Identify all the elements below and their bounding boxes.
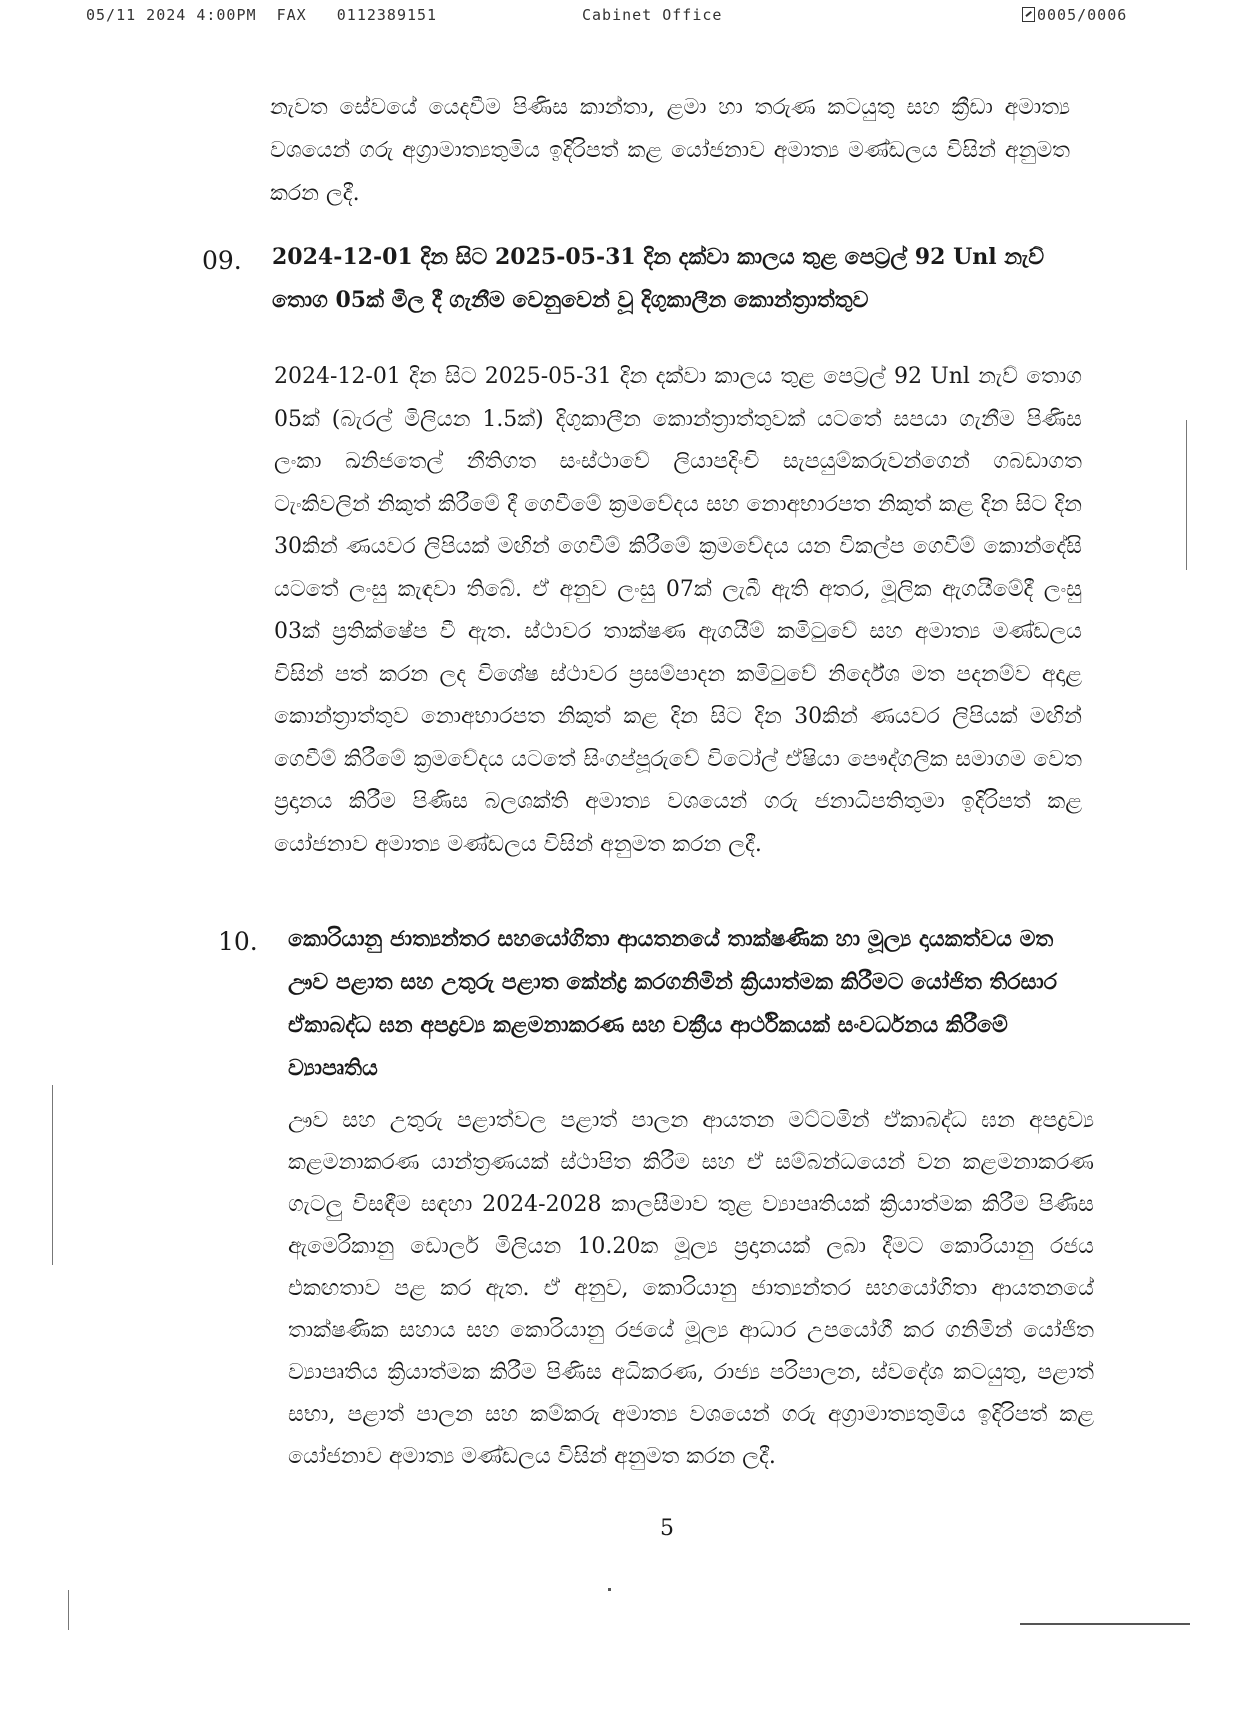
item-number-09: 09. <box>202 246 242 275</box>
fax-number: 0112389151 <box>336 6 438 24</box>
fax-header-left <box>86 6 437 24</box>
fax-sender: Cabinet Office <box>582 6 723 24</box>
fax-page-counter-wrap <box>1022 6 1127 24</box>
scan-speck <box>608 1588 611 1591</box>
scan-bottom-rule <box>1020 1623 1190 1625</box>
page-edit-icon <box>1022 7 1035 22</box>
page-number: 5 <box>660 1516 674 1541</box>
scan-margin-line-left <box>52 1085 53 1265</box>
fax-header <box>0 6 1244 28</box>
fax-datetime: 05/11 2024 4:00PM <box>86 6 257 24</box>
fax-page-counter: 0005/0006 <box>1037 6 1128 24</box>
scan-margin-line-left-lower <box>68 1590 69 1630</box>
item-body-09: 2024-12-01 දින සිට 2025-05-31 දින දක්වා කාලය තුළ පෙට්‍රල් 92 Unl නැව් තොග 05ක් (බැරල් මිලියන 1.5ක්) දිගුකාලීන කොන්ත්‍රාත්තුවක් යටතේ සපයා ගැනීම පිණිස ලංකා ඛනිජතෙල් නීතිගත සංස්ථාවේ ලියාපදිංචි සැපයුම්කරුවන්ගෙන් ගබඩාගත ටැංකිවලින් නිකුත් කිරීමේ දී ගෙවීමේ ක්‍රමවේදය සහ නොඅභාරපත නිකුත් කළ දින සිට දින 30කින් ණයවර ලිපියක් මඟින් ගෙවීම් කිරීමේ ක්‍රමවේදය යන විකල්ප ගෙවීම් කොන්දේසි යටතේ ලංසු කැඳවා තිබේ. ඒ අනුව ලංසු 07ක් ලැබී ඇති අතර, මූලික ඇගයීමේදී ලංසු 03ක් ප්‍රතික්ෂේප වී ඇත. ස්ථාවර තාක්ෂණ ඇගයීම් කමිටුවේ සහ අමාත්‍ය මණ්ඩලය විසින් පත් කරන ලද විශේෂ ස්ථාවර ප්‍රසම්පාදන කමිටුවේ නිර්දේශ මත පදනම්ව අදාළ කොන්ත්‍රාත්තුව නොඅභාරපත නිකුත් කළ දින සිට දින 30කින් ණයවර ලිපියක් මඟින් ගෙවීම් කිරීමේ ක්‍රමවේදය යටතේ සිංගප්පූරුවේ විටෝල් ඒෂියා පෞද්ගලික සමාගම වෙත ප්‍රදානය කිරීම පිණිස බලශක්ති අමාත්‍ය වශයෙන් ගරු ජනාධිපතිතුමා ඉදිරිපත් කළ යෝජනාව අමාත්‍ය මණ්ඩලය විසින් අනුමත කරන ලදී. <box>274 364 1082 857</box>
fax-label: FAX <box>276 6 307 24</box>
scan-margin-line-right <box>1186 420 1187 570</box>
item-number-10: 10. <box>218 927 258 956</box>
item-body-10: ඌව සහ උතුරු පළාත්වල පළාත් පාලන ආයතන මට්ටමින් ඒකාබද්ධ ඝන අපද්‍රව්‍ය කළමනාකරණ යාන්ත්‍රණයක් ස්ථාපිත කිරීම සහ ඒ සම්බන්ධයෙන් වන කළමනාකරණ ගැටලු විසඳීම සඳහා 2024-2028 කාලසීමාව තුළ ව්‍යාපෘතියක් ක්‍රියාත්මක කිරීම පිණිස ඇමෙරිකානු ඩොලර් මිලියන 10.20ක මූල්‍ය ප්‍රදානයක් ලබා දීමට කොරියානු රජය එකඟතාව පළ කර ඇත. ඒ අනුව, කොරියානු ජාත්‍යන්තර සහයෝගිතා ආයතනයේ තාක්ෂණික සහාය සහ කොරියානු රජයේ මූල්‍ය ආධාර උපයෝගී කර ගනිමින් යෝජිත ව්‍යාපෘතිය ක්‍රියාත්මක කිරීම පිණිස අධිකරණ, රාජ්‍ය පරිපාලන, ස්වදේශ කටයුතු, පළාත් සභා, පළාත් පාලන සහ කම්කරු අමාත්‍ය වශයෙන් ගරු අග්‍රාමාත්‍යතුමිය ඉදිරිපත් කළ යෝජනාව අමාත්‍ය මණ්ඩලය විසින් අනුමත කරන ලදී. <box>288 1108 1094 1469</box>
item-heading-10: කොරියානු ජාත්‍යන්තර සහයෝගිතා ආයතනයේ තාක්ෂණික හා මූල්‍ය දායකත්වය මත ඌව පළාත සහ උතුරු පළාත කේන්ද්‍ර කරගනිමින් ක්‍රියාත්මක කිරීමට යෝජිත තිරසාර ඒකාබද්ධ ඝන අපද්‍රව්‍ය කළමනාකරණ සහ චක්‍රීය ආර්ථිකයක් සංවර්ධනය කිරීමේ ව්‍යාපෘතිය <box>288 926 1058 1081</box>
item-heading-09: 2024-12-01 දින සිට 2025-05-31 දින දක්වා කාලය තුළ පෙට්‍රල් 92 Unl නැව් තොග 05ක් මිල දී ගැනීම වෙනුවෙන් වූ දිගුකාලීන කොන්ත්‍රාත්තුව <box>272 244 1045 313</box>
top-paragraph: නැවත සේවයේ යෙදවීම පිණිස කාන්තා, ළමා හා තරුණ කටයුතු සහ ක්‍රීඩා අමාත්‍ය වශයෙන් ගරු අග්‍රාමාත්‍යතුමිය ඉදිරිපත් කළ යෝජනාව අමාත්‍ය මණ්ඩලය විසින් අනුමත කරන ලදී. <box>270 95 1070 206</box>
